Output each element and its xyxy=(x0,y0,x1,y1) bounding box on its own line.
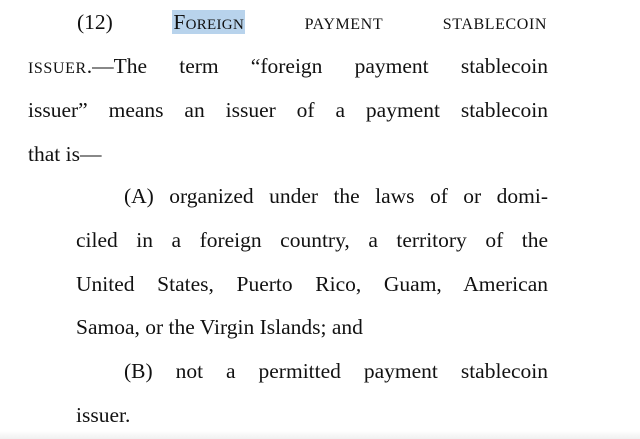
definition-line-2: issuer” means an issuer of a payment stablecoin xyxy=(28,98,548,122)
item-a-line-3: United States, Puerto Rico, Guam, American xyxy=(76,272,548,296)
item-b-line-1: (B) not a permitted payment stablecoin xyxy=(124,359,548,383)
item-a-line-1: (A) organized under the laws of or domi- xyxy=(124,184,548,208)
page-bottom-shadow xyxy=(0,431,640,439)
item-b-line-2: issuer. xyxy=(76,403,131,427)
heading-word-stablecoin: STABLECOIN xyxy=(442,16,548,33)
definition-line-3: that is— xyxy=(28,142,102,166)
item-a-line-2: ciled in a foreign country, a territory of the xyxy=(76,228,548,252)
heading-word-issuer: ISSUER xyxy=(28,60,87,77)
heading-word-foreign[interactable]: Foreign xyxy=(173,10,245,34)
heading-word-payment: PAYMENT xyxy=(304,16,384,33)
item-a-line-4: Samoa, or the Virgin Islands; and xyxy=(76,315,363,339)
definition-line xyxy=(28,53,548,82)
paragraph-number: (12) xyxy=(77,10,113,34)
definition-text-1: .—The term “foreign payment stablecoin xyxy=(86,54,548,78)
paragraph-heading-line xyxy=(77,9,547,38)
